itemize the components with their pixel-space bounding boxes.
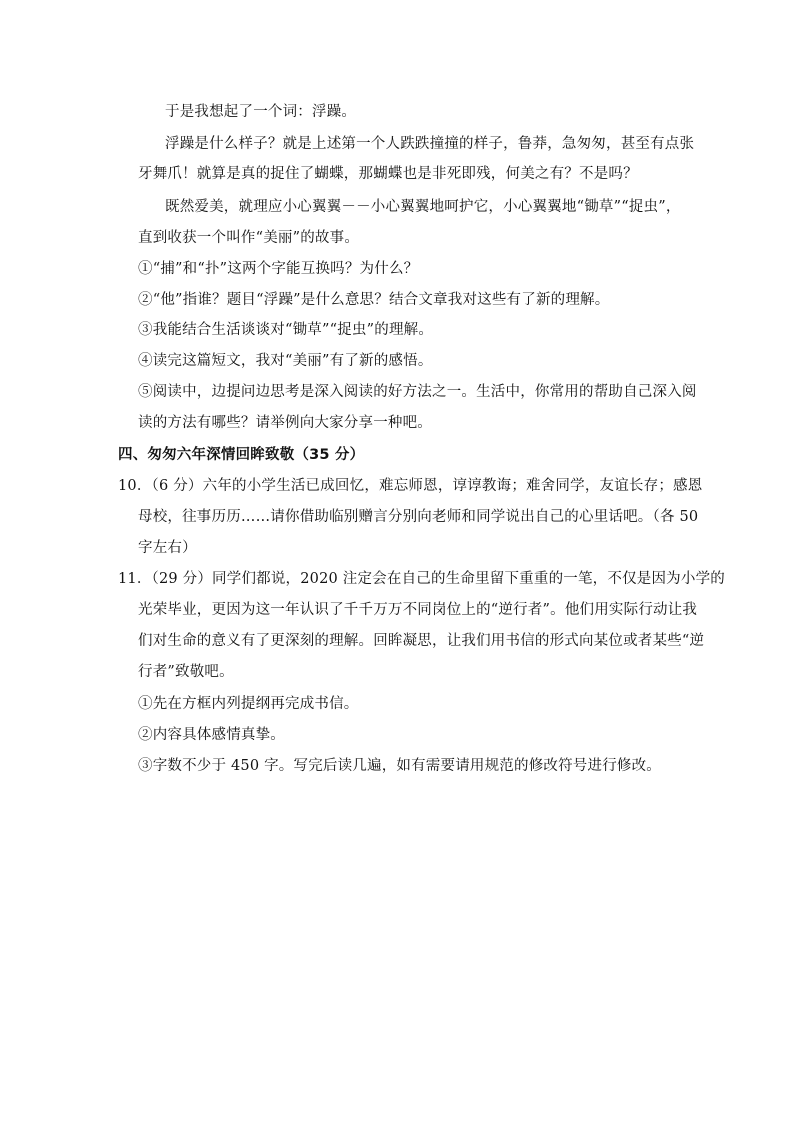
item-10-line-2: 母校，往事历历……请你借助临别赠言分别向老师和同学说出自己的心里话吧。（各 50 xyxy=(138,509,699,525)
passage-paragraph-3-line-2: 直到收获一个叫作“美丽”的故事。 xyxy=(138,230,360,246)
question-1: ①“捕”和“扑”这两个字能互换吗？为什么？ xyxy=(138,261,419,277)
item-11-line-4: 行者”致敬吧。 xyxy=(138,664,234,680)
item-11-line-1: 11．（29 分）同学们都说，2020 注定会在自己的生命里留下重重的一笔，不仅是因为小学的 xyxy=(118,571,725,587)
item-10-line-1: 10．（6 分）六年的小学生活已成回忆，难忘师恩，谆谆教诲；难舍同学，友谊长存；感恩 xyxy=(118,478,703,494)
passage-paragraph-1: 于是我想起了一个词：浮躁。 xyxy=(165,104,357,120)
section-4-heading: 四、匆匆六年深情回眸致敬（35 分） xyxy=(118,447,365,463)
passage-paragraph-2-line-1: 浮躁是什么样子？就是上述第一个人跌跌撞撞的样子，鲁莽，急匆匆，甚至有点张 xyxy=(165,136,695,152)
question-3: ③我能结合生活谈谈对“锄草”“捉虫”的理解。 xyxy=(138,322,434,338)
requirement-2: ②内容具体感情真挚。 xyxy=(138,727,285,743)
item-11-line-3: 们对生命的意义有了更深刻的理解。回眸凝思，让我们用书信的形式向某位或者某些“逆 xyxy=(138,633,705,649)
requirement-3: ③字数不少于 450 字。写完后读几遍，如有需要请用规范的修改符号进行修改。 xyxy=(138,758,661,774)
item-11-line-2: 光荣毕业，更因为这一年认识了千千万万不同岗位上的“逆行者”。他们用实际行动让我 xyxy=(138,602,698,618)
requirement-1: ①先在方框内列提纲再完成书信。 xyxy=(138,696,359,712)
question-2: ②“他”指谁？题目“浮躁”是什么意思？结合文章我对这些有了新的理解。 xyxy=(138,292,610,308)
question-4: ④读完这篇短文，我对“美丽”有了新的感悟。 xyxy=(138,353,433,369)
question-5-line-2: 读的方法有哪些？请举例向大家分享一种吧。 xyxy=(138,415,432,431)
passage-paragraph-3-line-1: 既然爱美，就理应小心翼翼－－小心翼翼地呵护它，小心翼翼地“锄草”“捉虫”， xyxy=(165,199,681,215)
question-5-line-1: ⑤阅读中，边提问边思考是深入阅读的好方法之一。生活中，你常用的帮助自己深入阅 xyxy=(138,384,697,400)
passage-paragraph-2-line-2: 牙舞爪！就算是真的捉住了蝴蝶，那蝴蝶也是非死即残，何美之有？不是吗？ xyxy=(138,166,638,182)
item-10-line-3: 字左右） xyxy=(138,540,197,556)
